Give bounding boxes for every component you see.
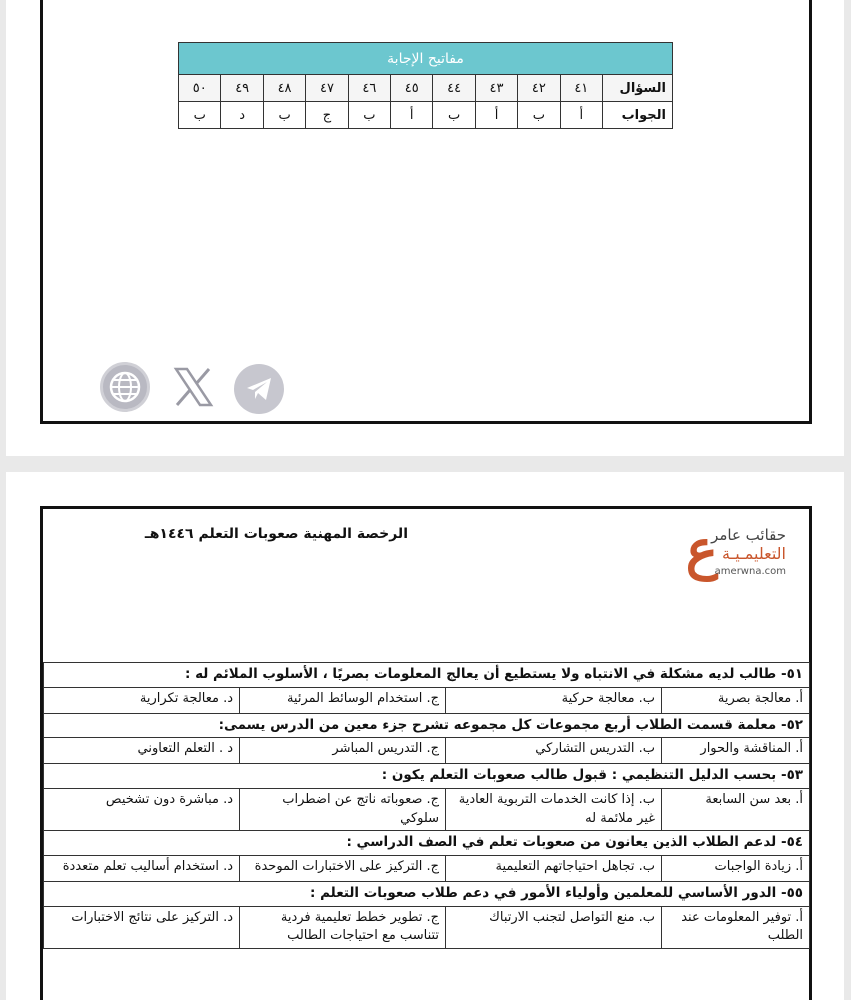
option-c: ج. التدريس المباشر [240,738,446,764]
answer-key-table [178,42,673,129]
question-number: ٤٢ [518,75,560,102]
answer-cell: ب [518,102,560,129]
brand-logo [682,517,792,586]
option-d: د . التعلم التعاوني [44,738,240,764]
question-text: ٥٢- معلمة قسمت الطلاب أربع مجموعات كل مجموعه تشرح جزء معين من الدرس يسمى: [44,713,810,738]
brand-name: حقائب عامر [711,526,786,544]
answer-label: الجواب [603,102,673,129]
option-d: د. مباشرة دون تشخيص [44,788,240,831]
question-number: ٤٣ [475,75,517,102]
question-number: ٤٥ [391,75,433,102]
option-c: ج. التركيز على الاختبارات الموحدة [240,855,446,881]
option-a: أ. توفير المعلومات عند الطلب [662,906,810,949]
answer-key-page [6,0,844,456]
answer-cell: أ [560,102,602,129]
question-numbers-row [179,75,673,102]
question-number: ٤٤ [433,75,475,102]
answer-cell: د [221,102,263,129]
option-a: أ. المناقشة والحوار [662,738,810,764]
option-c: ج. صعوباته ناتج عن اضطراب سلوكي [240,788,446,831]
answer-cell: ب [433,102,475,129]
option-b: ب. التدريس التشاركي [446,738,662,764]
option-d: د. معالجة تكرارية [44,687,240,713]
option-a: أ. زيادة الواجبات [662,855,810,881]
option-a: أ. بعد سن السابعة [662,788,810,831]
answer-cell: أ [475,102,517,129]
answer-key-title: مفاتيح الإجابة [179,43,673,75]
questions-page [6,472,844,1000]
option-a: أ. معالجة بصرية [662,687,810,713]
answer-cell: ب [179,102,221,129]
question-text: ٥٥- الدور الأساسي للمعلمين وأولياء الأمور في دعم طلاب صعوبات التعلم : [44,881,810,906]
telegram-icon[interactable] [234,364,284,414]
globe-icon[interactable] [100,362,150,412]
option-d: د. استخدام أساليب تعلم متعددة [44,855,240,881]
brand-url: amerwna.com [714,566,786,577]
question-text: ٥٣- بحسب الدليل التنظيمي : قبول طالب صعوبات التعلم يكون : [44,764,810,789]
question-number: ٥٠ [179,75,221,102]
option-c: ج. تطوير خطط تعليمية فردية تتناسب مع احتياجات الطالب [240,906,446,949]
question-text: ٥٤- لدعم الطلاب الذين يعانون من صعوبات تعلم في الصف الدراسي : [44,831,810,856]
question-number: ٤١ [560,75,602,102]
answer-cell: ب [263,102,305,129]
x-logo-icon[interactable] [168,362,218,412]
questions-table [43,662,810,949]
answer-cell: ج [306,102,348,129]
document-title: الرخصة المهنية صعوبات التعلم ١٤٤٦هـ [144,526,408,542]
question-label: السؤال [603,75,673,102]
answer-cell: أ [391,102,433,129]
option-b: ب. إذا كانت الخدمات التربوية العادية غير ملائمة له [446,788,662,831]
question-number: ٤٨ [263,75,305,102]
option-b: ب. معالجة حركية [446,687,662,713]
option-d: د. التركيز على نتائج الاختبارات [44,906,240,949]
answers-row [179,102,673,129]
question-number: ٤٧ [306,75,348,102]
question-number: ٤٩ [221,75,263,102]
option-b: ب. تجاهل احتياجاتهم التعليمية [446,855,662,881]
answer-cell: ب [348,102,390,129]
question-number: ٤٦ [348,75,390,102]
brand-letter: ع [685,517,718,581]
option-b: ب. منع التواصل لتجنب الارتباك [446,906,662,949]
option-c: ج. استخدام الوسائط المرئية [240,687,446,713]
question-text: ٥١- طالب لديه مشكلة في الانتباه ولا يستطيع أن يعالج المعلومات بصريًا ، الأسلوب الملائم له : [44,663,810,688]
brand-subtitle: التعليمـيـة [721,544,786,563]
